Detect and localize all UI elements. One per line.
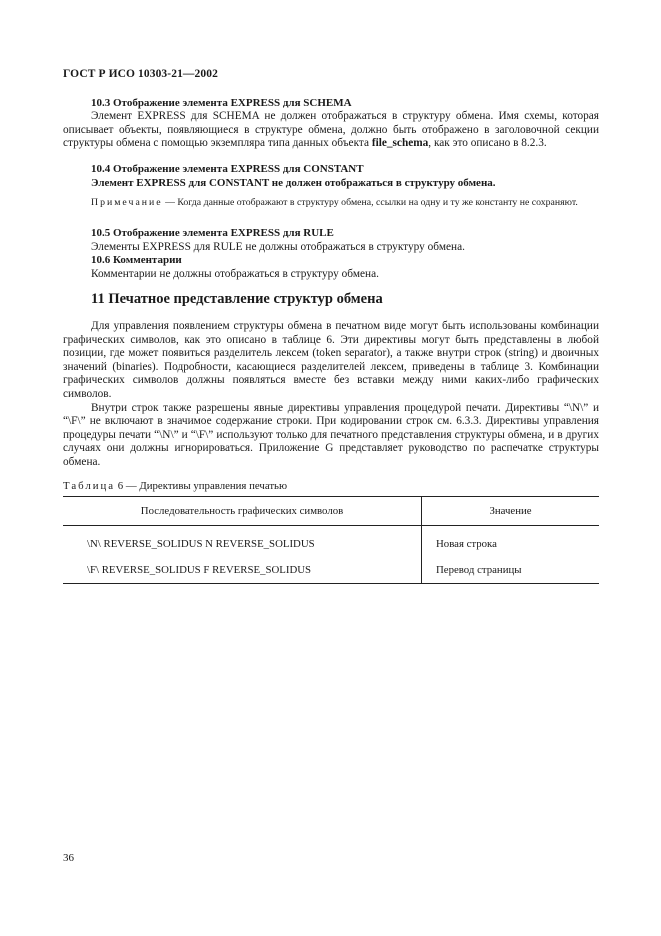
table-cell-sequence: \N\ REVERSE_SOLIDUS N REVERSE_SOLIDUS (63, 526, 422, 558)
section-10-5-text: Элементы EXPRESS для RULE не должны отображаться в структуру обмена. (91, 240, 465, 253)
table-caption-title: 6 — Директивы управления печатью (115, 480, 288, 492)
print-directives-table (63, 496, 599, 584)
column-header-sequence: Последовательность графических символов (63, 497, 422, 526)
table-row (63, 526, 599, 558)
table-caption (63, 480, 287, 492)
column-header-meaning: Значение (422, 497, 600, 526)
section-10-4 (91, 163, 599, 190)
file-schema-keyword: file_schema (371, 137, 429, 150)
section-11-paragraph-1: Для управления появлением структуры обмена в печатном виде могут быть использованы комбинации графических символов, как это описано в таблице 6. Эти директивы могут быть представлены в любой позиции, где может появиться разделитель лексем (token separator), а также внутри строк (string) и двоичных значений (binaries). Подробности, касающиеся разделителей лексем, приведены в таблице 3. Комбинации графических символов должны появляться вместе без вставки между ними каких-либо графических символов. (63, 320, 599, 400)
table-cell-meaning: Перевод страницы (436, 564, 522, 576)
section-10-3-heading: 10.3 Отображение элемента EXPRESS для SCHEMA (91, 97, 352, 109)
section-10-5-heading: 10.5 Отображение элемента EXPRESS для RULE (91, 227, 334, 239)
section-10-4-heading: 10.4 Отображение элемента EXPRESS для CONSTANT (91, 163, 364, 175)
table-header-row (63, 497, 599, 526)
section-11-heading: 11 Печатное представление структур обмена (91, 291, 383, 307)
section-10-3-text-before: Элемент EXPRESS для SCHEMA не должен отображаться в структуру обмена. Имя схемы, которая описывает объекты, появляющиеся в структуре обмена, должно быть отображено в заголовочной секции структуры обмена с помощью экземпляра типа данных объекта (63, 110, 599, 150)
note (63, 197, 599, 209)
table-caption-prefix: Таблица (63, 480, 116, 492)
section-10-6-text: Комментарии не должны отображаться в структуру обмена. (91, 267, 379, 280)
section-11-paragraph-2: Внутри строк также разрешены явные директивы управления процедурой печати. Директивы “\N\” и “\F\” не включают в значимое содержание строки. При кодировании строк см. 6.3.3. Директивы управления процедуры печати “\N\” и “\F\” используют только для печатного представления структуры обмена, и в других случаях они должны игнорироваться. Приложение G представляет руководство по распечатке структуры обмена. (63, 401, 599, 468)
note-prefix: Примечание (91, 197, 163, 208)
section-10-3-text (63, 110, 599, 151)
section-10-3 (91, 97, 599, 111)
section-10-3-body (63, 110, 599, 151)
section-11-body (63, 320, 599, 470)
page-number: 36 (63, 852, 74, 864)
section-10-5 (91, 227, 599, 254)
section-10-6-heading: 10.6 Комментарии (91, 254, 182, 266)
document-header: ГОСТ Р ИСО 10303-21—2002 (63, 68, 218, 80)
section-10-4-text: Элемент EXPRESS для CONSTANT не должен отображаться в структуру обмена. (91, 176, 496, 189)
table-cell-sequence: \F\ REVERSE_SOLIDUS F REVERSE_SOLIDUS (63, 557, 422, 584)
note-text: — Когда данные отображают в структуру обмена, ссылки на одну и ту же константу не сохраняют. (162, 197, 578, 208)
section-10-3-text-after: , как это описано в 8.2.3. (428, 137, 547, 150)
table-cell-meaning: Новая строка (436, 538, 497, 550)
section-10-6 (91, 254, 599, 281)
table-row (63, 557, 599, 584)
